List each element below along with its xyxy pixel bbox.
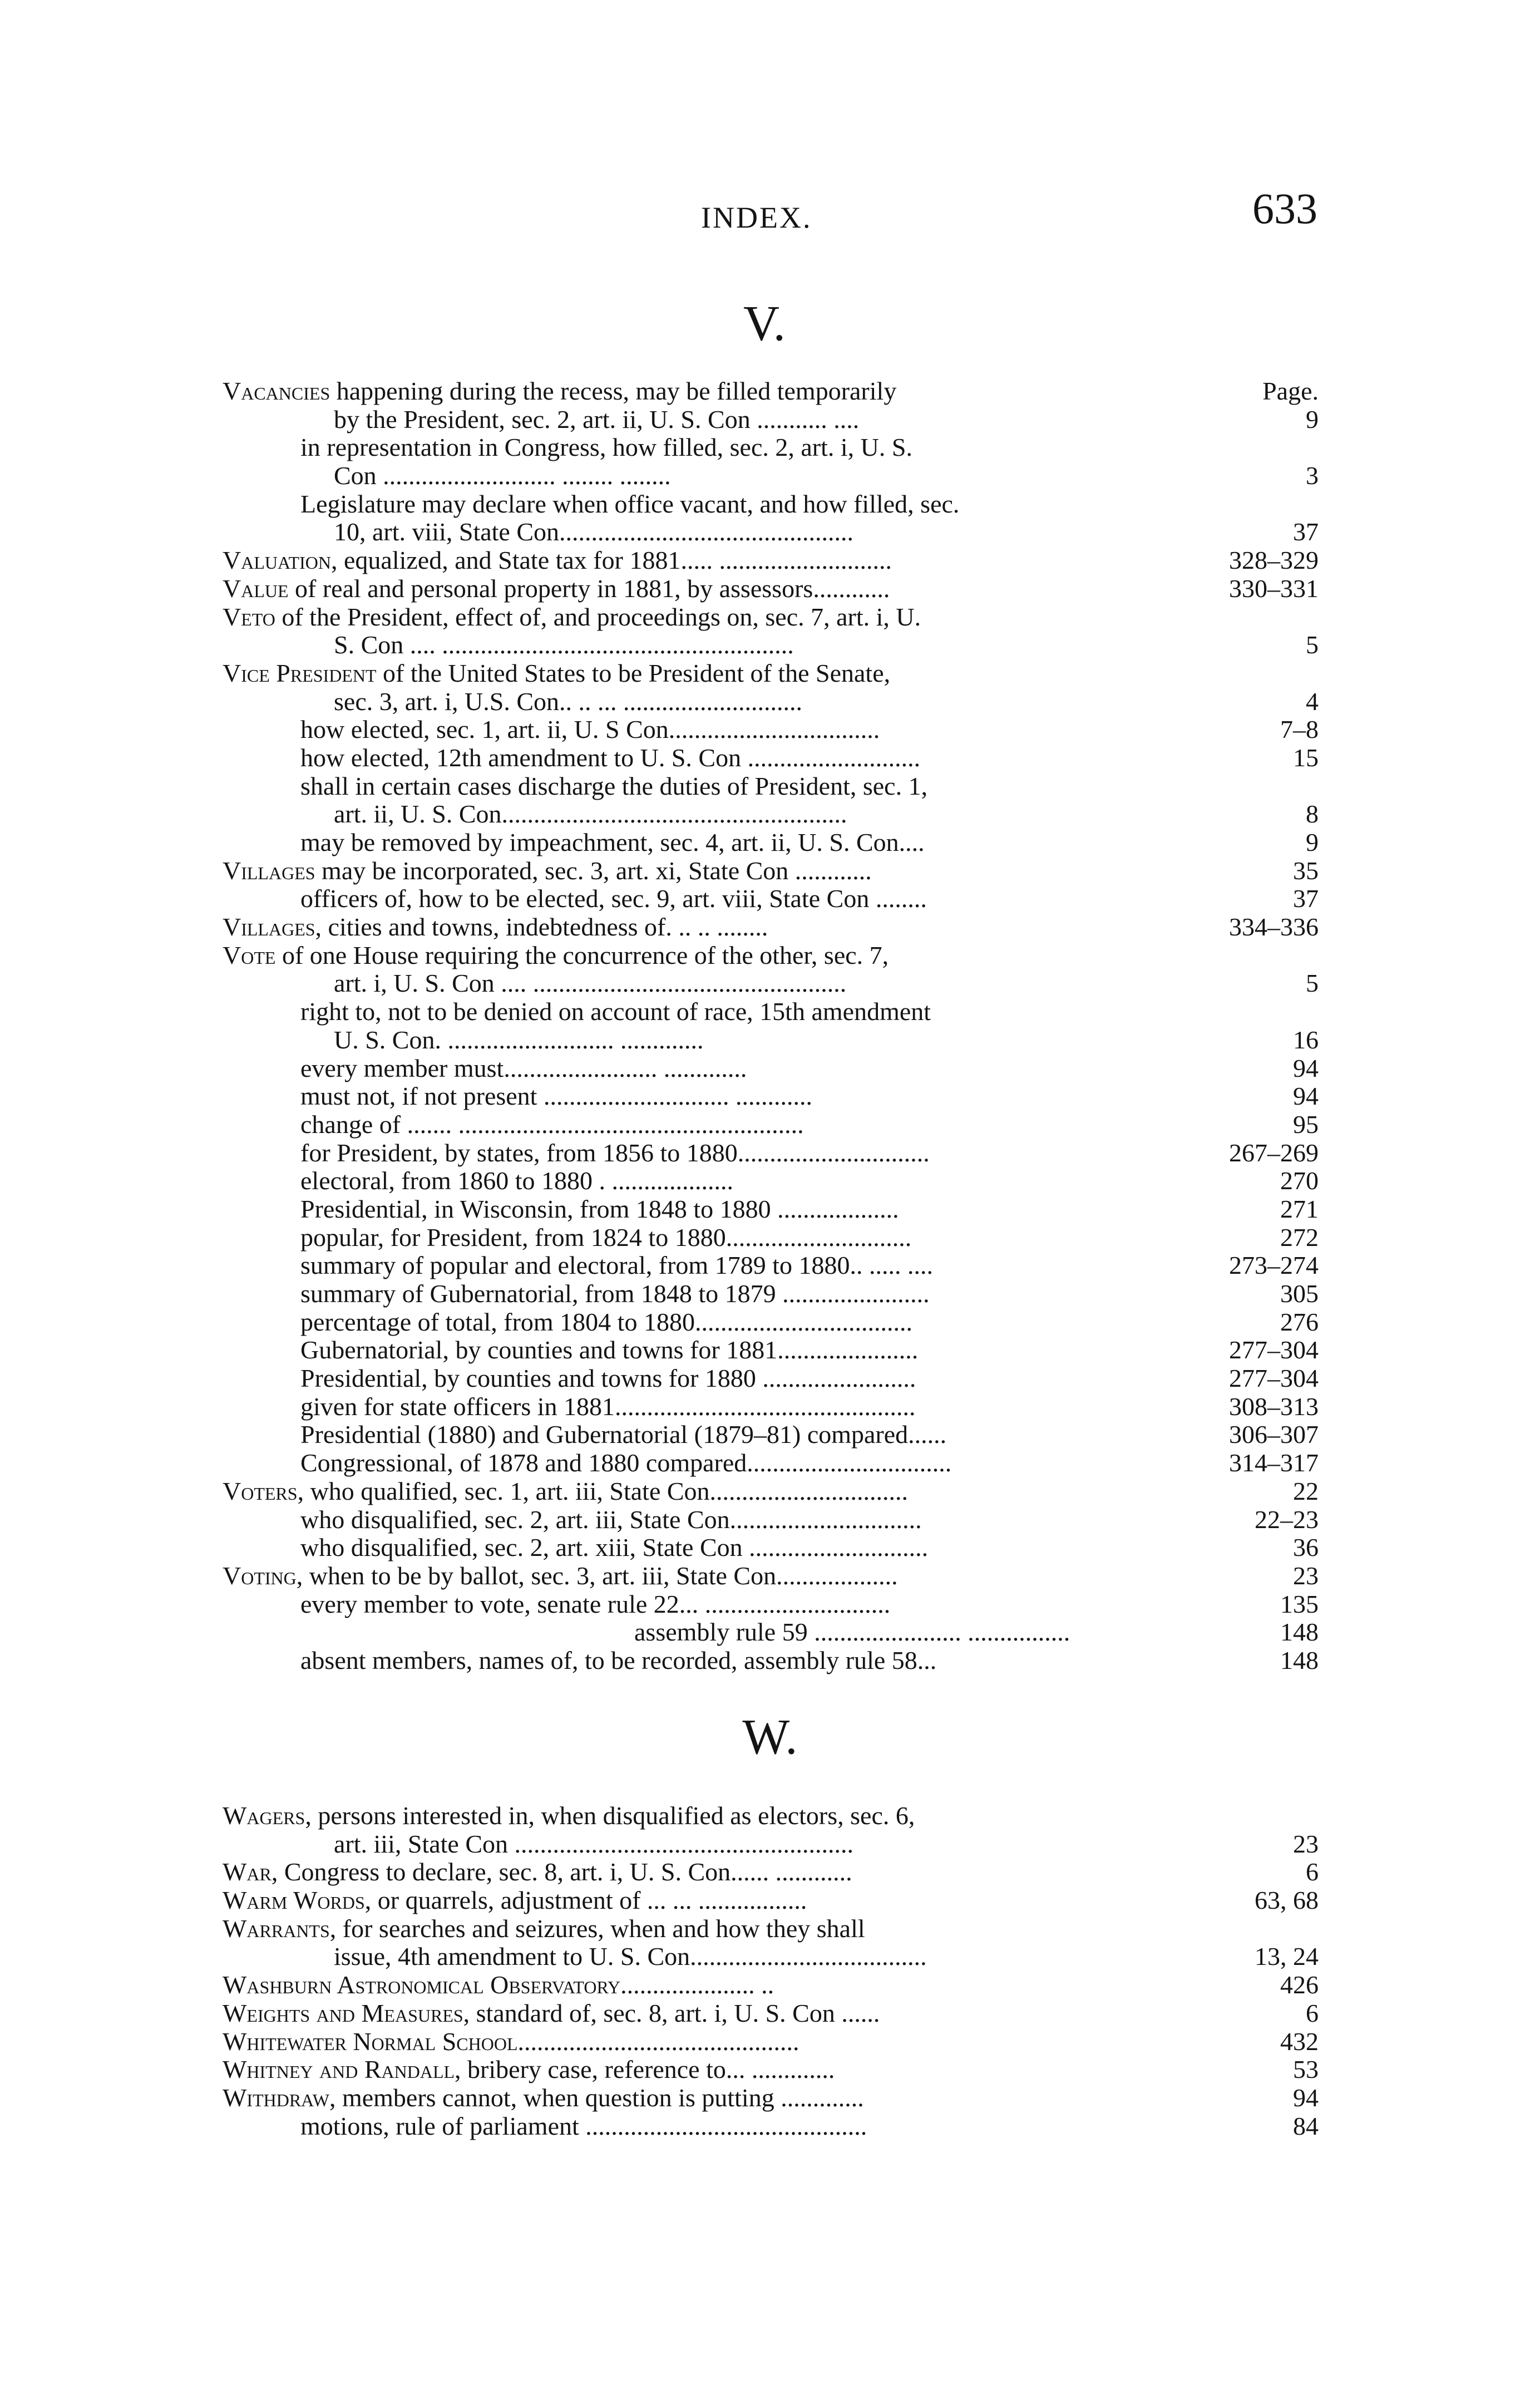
index-entry [223,942,1319,970]
page-reference: 15 [1293,743,1319,772]
entry-body: Presidential, in Wisconsin, from 1848 to 1880 ................... [300,1194,899,1223]
entry-text [334,1830,853,1859]
index-entry [223,998,1319,1026]
entry-text [300,885,927,913]
entry-text [334,1943,927,1971]
index-entry [223,1224,1319,1252]
entry-heading: Valuation [223,546,331,575]
entry-body: ..................... .. [620,1971,774,1999]
page-reference: 9 [1306,828,1319,856]
entry-text [300,1224,911,1252]
entry-body: , cities and towns, indebtedness of. .. .. ........ [315,913,768,942]
entry-body: happening during the recess, may be filled temporarily [330,377,897,405]
page-reference: 328–329 [1229,546,1319,575]
index-entry [223,1252,1319,1280]
page-reference: 37 [1293,884,1319,913]
entry-body: summary of Gubernatorial, from 1848 to 1879 ....................... [300,1279,930,1308]
entry-text [223,603,921,632]
entry-body: in representation in Congress, how filled, sec. 2, art. i, U. S. [300,433,912,462]
page-reference: 271 [1280,1194,1319,1223]
index-entry [223,1195,1319,1224]
page-reference: 63, 68 [1255,1886,1319,1915]
index-entry [223,1167,1319,1195]
entry-body: , for searches and seizures, when and how they shall [329,1914,865,1943]
index-entry [223,1647,1319,1675]
index-entry [223,1590,1319,1619]
section-letter-v: V. [743,296,786,351]
index-entry [223,462,1319,490]
page-reference: 35 [1293,856,1319,885]
entry-body: , standard of, sec. 8, art. i, U. S. Con ...... [463,1998,880,2027]
page-reference: 3 [1306,461,1319,490]
index-entry [223,1618,1319,1647]
entry-body: of the United States to be President of the Senate, [376,658,891,687]
index-entry [223,913,1319,942]
entry-heading: Whitney and Randall [223,2055,455,2084]
entry-text [300,1308,912,1337]
entry-text [334,688,802,716]
page-reference: 277–304 [1229,1336,1319,1364]
index-entry [223,575,1319,603]
entry-body: of the President, effect of, and proceedings on, sec. 7, art. i, U. [275,602,921,631]
entry-text [223,1999,880,2028]
entry-body: , persons interested in, when disqualified as electors, sec. 6, [305,1801,915,1830]
page-reference: 148 [1280,1618,1319,1647]
entry-heading: War [223,1858,272,1886]
page-reference: 8 [1306,800,1319,829]
page-reference: 36 [1293,1533,1319,1562]
entry-text [300,1534,928,1562]
entry-text [300,1506,922,1534]
entry-text [300,1280,930,1308]
index-entry [223,1055,1319,1083]
entry-text [223,1915,865,1943]
entry-body: who disqualified, sec. 2, art. xiii, State Con ............................ [300,1533,929,1562]
page-reference: 84 [1293,2111,1319,2140]
index-entry [223,1026,1319,1055]
entry-body: Presidential, by counties and towns for 1880 ........................ [300,1364,916,1393]
index-entry [223,1421,1319,1449]
entry-body: absent members, names of, to be recorded, assembly rule 58... [300,1646,937,1674]
entry-text [300,1449,951,1477]
entry-body: percentage of total, from 1804 to 1880.................................. [300,1307,912,1336]
page-reference: 305 [1280,1279,1319,1308]
index-entry [223,800,1319,829]
entry-text [300,490,959,519]
page-reference: 22–23 [1255,1505,1319,1534]
page-reference: 6 [1306,1858,1319,1886]
index-entry [223,772,1319,801]
index-section-v [223,377,1319,1675]
entry-heading: Withdraw [223,2083,329,2112]
entry-text [300,1082,812,1111]
entry-heading: Villages [223,913,315,942]
index-entry [223,885,1319,913]
index-entry [223,377,1319,406]
entry-body: officers of, how to be elected, sec. 9, art. viii, State Con ........ [300,884,927,913]
entry-text [300,1139,930,1167]
entry-text [300,433,912,462]
entry-text [223,2028,799,2056]
entry-text [223,1886,807,1915]
page-reference: 4 [1306,687,1319,716]
entry-text [300,1647,936,1675]
index-entry [223,659,1319,688]
entry-body: how elected, 12th amendment to U. S. Con ........................... [300,743,921,772]
index-entry [223,2112,1319,2141]
index-entry [223,1364,1319,1393]
index-entry [223,1858,1319,1886]
entry-body: popular, for President, from 1824 to 1880............................. [300,1223,912,1252]
entry-body: may be incorporated, sec. 3, art. xi, State Con ............ [315,856,872,885]
entry-text [223,2084,864,2112]
entry-heading: Vacancies [223,377,330,405]
page-reference: 273–274 [1229,1251,1319,1280]
index-entry [223,490,1319,519]
entry-text [300,1195,899,1224]
entry-body: must not, if not present ............................. ............ [300,1082,812,1111]
index-entry [223,1562,1319,1590]
entry-heading: Warrants [223,1914,330,1943]
page-reference: 148 [1280,1646,1319,1674]
entry-text [300,744,920,772]
entry-body: given for state officers in 1881............................................... [300,1392,916,1421]
entry-body: Gubernatorial, by counties and towns for 1881...................... [300,1336,919,1364]
page-reference: 5 [1306,969,1319,998]
index-entry [223,1971,1319,1999]
entry-heading: Voters [223,1476,298,1505]
index-entry [223,1886,1319,1915]
entry-text [223,913,768,942]
entry-text [334,969,846,998]
entry-text [223,1477,908,1506]
entry-text [223,575,890,603]
entry-body: issue, 4th amendment to U. S. Con..................................... [334,1942,927,1971]
entry-text [334,462,671,490]
entry-body: of one House requiring the concurrence of the other, sec. 7, [275,940,889,969]
index-section-w [223,1802,1319,2140]
entry-text [300,1421,946,1449]
page-reference: 432 [1280,2027,1319,2056]
index-entry [223,603,1319,632]
index-entry [223,1280,1319,1308]
entry-text [300,1252,933,1280]
index-entry [223,1830,1319,1859]
page-reference: 135 [1280,1589,1319,1618]
entry-text [223,377,896,406]
page-reference: 5 [1306,630,1319,659]
entry-text [334,631,794,659]
entry-text [300,1055,747,1083]
index-entry [223,688,1319,716]
page-reference: 16 [1293,1025,1319,1054]
entry-text [300,1364,916,1393]
entry-body: U. S. Con. .......................... ............. [334,1025,704,1054]
entry-body: , equalized, and State tax for 1881..... ........................... [330,546,892,575]
entry-heading: Weights and Measures [223,1998,463,2027]
entry-body: who disqualified, sec. 2, art. iii, State Con.............................. [300,1505,922,1534]
entry-heading: Villages [223,856,315,885]
entry-text [300,1111,804,1139]
entry-text [300,1336,918,1364]
index-entry [223,406,1319,434]
entry-text [223,1971,774,1999]
entry-text [223,546,892,575]
entry-body: Con ........................... ........ ........ [334,461,671,490]
index-entry [223,1506,1319,1534]
index-entry [223,744,1319,772]
index-entry [223,2028,1319,2056]
entry-body: shall in certain cases discharge the duties of President, sec. 1, [300,771,928,800]
page-reference: 330–331 [1229,574,1319,603]
entry-body: Presidential (1880) and Gubernatorial (1879–81) compared...... [300,1420,947,1449]
page-reference: 277–304 [1229,1364,1319,1393]
entry-body: 10, art. viii, State Con.............................................. [334,518,854,546]
page-reference: 6 [1306,1998,1319,2027]
index-entry [223,1943,1319,1971]
index-entry [223,2084,1319,2112]
index-entry [223,518,1319,546]
index-entry [223,1999,1319,2028]
page-reference: 308–313 [1229,1392,1319,1421]
page-reference: Page. [1262,377,1319,405]
page-reference: 94 [1293,2083,1319,2112]
entry-heading: Whitewater Normal School [223,2027,518,2056]
page-reference: 23 [1293,1561,1319,1590]
page-reference: 37 [1293,518,1319,546]
index-entry [223,1111,1319,1139]
entry-heading: Veto [223,602,275,631]
entry-body: , who qualified, sec. 1, art. iii, State Con............................... [297,1476,909,1505]
entry-heading: Washburn Astronomical Observatory [223,1971,621,1999]
index-entry [223,1393,1319,1421]
page-reference: 7–8 [1280,715,1319,744]
page-reference: 94 [1293,1082,1319,1111]
entry-body: assembly rule 59 ....................... ................ [634,1618,1070,1647]
index-entry [223,1139,1319,1167]
entry-text [300,1393,916,1421]
index-entry [223,1915,1319,1943]
entry-body: how elected, sec. 1, art. ii, U. S Con................................. [300,715,880,744]
entry-body: summary of popular and electoral, from 1789 to 1880.. ..... .... [300,1251,933,1280]
entry-body: S. Con .... ....................................................... [334,630,794,659]
entry-text [223,659,890,688]
index-entry [223,546,1319,575]
entry-body: art. i, U. S. Con .... ................................................. [334,969,847,998]
entry-body: art. ii, U. S. Con...................................................... [334,800,847,829]
index-entry [223,969,1319,998]
entry-text [334,800,847,829]
entry-text [223,1858,852,1886]
entry-body: Congressional, of 1878 and 1880 compared................................ [300,1449,952,1477]
entry-text [300,772,927,801]
index-entry [223,716,1319,744]
entry-body: every member must........................ ............. [300,1053,747,1082]
entry-heading: Value [223,574,289,603]
page-reference: 9 [1306,405,1319,433]
entry-body: , bribery case, reference to... ............. [455,2055,835,2084]
entry-body: of real and personal property in 1881, by assessors............ [288,574,890,603]
entry-text [300,829,925,857]
entry-text [223,942,889,970]
entry-text [334,1026,703,1055]
entry-body: electoral, from 1860 to 1880 . ................... [300,1166,734,1195]
entry-body: sec. 3, art. i, U.S. Con.. .. ... ............................ [334,687,803,716]
page-reference: 270 [1280,1166,1319,1195]
index-entry [223,1336,1319,1364]
entry-body: change of ....... ...................................................... [300,1110,804,1139]
entry-heading: Warm Words [223,1886,365,1915]
page-reference: 22 [1293,1476,1319,1505]
entry-body: , or quarrels, adjustment of ... ... ................. [364,1886,807,1915]
page-reference: 426 [1280,1971,1319,1999]
entry-text [334,406,859,434]
page-reference: 314–317 [1229,1449,1319,1477]
entry-body: may be removed by impeachment, sec. 4, art. ii, U. S. Con.... [300,828,925,856]
entry-text [223,1562,898,1590]
running-header [0,184,1540,239]
entry-text [300,1590,890,1619]
index-entry [223,1534,1319,1562]
entry-text [334,518,853,546]
entry-body: Legislature may declare when office vacant, and how filled, sec. [300,489,960,518]
entry-body: art. iii, State Con ..................................................... [334,1829,854,1858]
section-letter-w: W. [742,1710,798,1765]
page-reference: 306–307 [1229,1420,1319,1449]
page-reference: 23 [1293,1829,1319,1858]
entry-heading: Vice President [223,658,377,687]
page-reference: 13, 24 [1255,1942,1319,1971]
index-entry [223,1802,1319,1830]
entry-heading: Voting [223,1561,297,1590]
index-entry [223,2056,1319,2084]
entry-text [300,998,931,1026]
entry-text [223,1802,915,1830]
entry-body: every member to vote, senate rule 22... ............................. [300,1589,891,1618]
running-title: INDEX. [701,201,812,234]
entry-text [634,1618,1070,1647]
entry-text [300,1167,733,1195]
index-entry [223,433,1319,462]
index-entry [223,631,1319,659]
index-entry [223,1477,1319,1506]
entry-body: ............................................ [517,2027,799,2056]
entry-text [300,2112,867,2141]
entry-body: motions, rule of parliament ............................................ [300,2111,867,2140]
page-reference: 272 [1280,1223,1319,1252]
entry-body: , Congress to declare, sec. 8, art. i, U. S. Con...... ............ [271,1858,852,1886]
page-reference: 95 [1293,1110,1319,1139]
entry-heading: Vote [223,940,276,969]
index-entry [223,829,1319,857]
entry-body: right to, not to be denied on account of race, 15th amendment [300,997,931,1026]
entry-body: for President, by states, from 1856 to 1880.............................. [300,1138,930,1167]
page-reference: 53 [1293,2055,1319,2084]
page-reference: 276 [1280,1307,1319,1336]
page-reference: 94 [1293,1053,1319,1082]
entry-heading: Wagers [223,1801,305,1830]
index-entry [223,1449,1319,1477]
entry-text [300,716,880,744]
index-entry [223,1082,1319,1111]
entry-text [223,857,872,885]
page-reference: 267–269 [1229,1138,1319,1167]
entry-body: , members cannot, when question is putting ............. [329,2083,864,2112]
index-entry [223,1308,1319,1337]
index-entry [223,857,1319,885]
entry-text [223,2056,835,2084]
page-reference: 334–336 [1229,913,1319,942]
entry-body: by the President, sec. 2, art. ii, U. S. Con ........... .... [334,405,860,433]
entry-body: , when to be by ballot, sec. 3, art. iii, State Con................... [296,1561,898,1590]
page-number: 633 [1252,184,1317,233]
